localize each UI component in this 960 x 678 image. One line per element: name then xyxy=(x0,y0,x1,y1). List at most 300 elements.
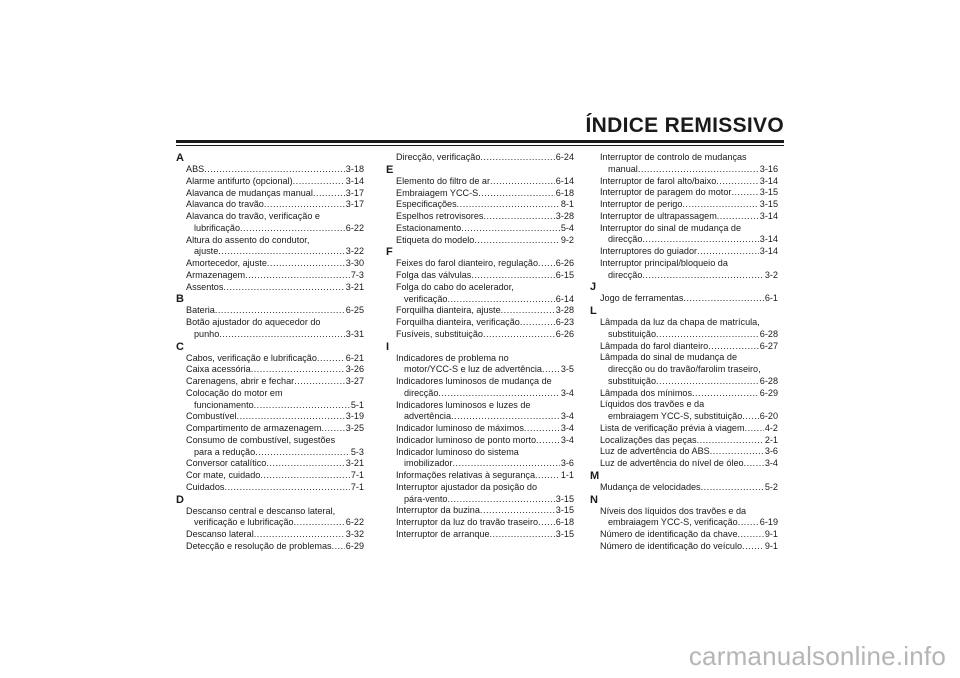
index-leader-dots xyxy=(264,199,345,211)
index-leader-dots xyxy=(638,164,759,176)
index-entry-text: Informações relativas à segurança xyxy=(396,470,536,480)
index-entry xyxy=(186,411,364,423)
index-entry xyxy=(396,517,574,529)
index-leader-dots xyxy=(266,458,344,470)
index-entry xyxy=(396,270,574,282)
index-leader-dots xyxy=(474,235,559,247)
index-leader-dots xyxy=(682,199,758,211)
index-leader-dots xyxy=(717,211,759,223)
index-entry xyxy=(396,152,574,164)
index-entry xyxy=(186,164,364,176)
index-entry xyxy=(186,317,364,329)
index-leader-dots xyxy=(478,188,555,200)
index-leader-dots xyxy=(710,446,764,458)
index-entry-text: Número de identificação do veículo xyxy=(600,540,743,551)
index-entry-text: Interruptores do guiador xyxy=(600,246,698,256)
index-page-number: 6-21 xyxy=(345,352,364,363)
index-entry xyxy=(608,234,778,246)
index-entry xyxy=(396,258,574,270)
index-entry-text: Alavanca do travão xyxy=(186,199,264,210)
index-entry-text: Alarme antifurto (opcional) xyxy=(186,175,293,186)
index-page-number: 3-15 xyxy=(555,493,574,504)
index-entry-text: Combustível xyxy=(186,411,237,422)
index-page-number: 7-3 xyxy=(350,269,364,280)
index-page-number: 3-21 xyxy=(345,281,364,292)
index-leader-dots xyxy=(293,176,345,188)
index-entry-text: substituição xyxy=(608,375,657,386)
index-leader-dots xyxy=(501,305,555,317)
index-entry xyxy=(608,376,778,388)
index-entry-text: Líquidos dos travões e da xyxy=(600,399,705,410)
index-leader-dots xyxy=(731,187,758,199)
index-leader-dots xyxy=(742,411,759,423)
index-page-number: 9-2 xyxy=(560,234,574,245)
index-entry-text: Interruptor principal/bloqueio da xyxy=(600,257,728,268)
index-leader-dots xyxy=(461,223,560,235)
index-leader-dots xyxy=(536,435,560,447)
index-entry-text: Carenagens, abrir e fechar xyxy=(186,376,295,386)
index-entry-text: Folga das válvulas xyxy=(396,270,472,280)
index-entry-text: Descanso lateral xyxy=(186,529,254,539)
index-entry-text: Conversor catalítico xyxy=(186,458,267,469)
index-leader-dots xyxy=(542,364,560,376)
index-letter-heading: B xyxy=(176,293,184,306)
index-entry xyxy=(396,470,574,482)
index-page-number: 3-22 xyxy=(345,246,364,257)
index-column-3 xyxy=(590,152,778,553)
index-leader-dots xyxy=(697,435,764,447)
index-entry-text: Alavanca do travão, verificação e xyxy=(186,211,320,221)
index-entry-text: Interruptor da luz do travão traseiro xyxy=(396,517,539,527)
index-entry xyxy=(404,458,574,470)
index-entry xyxy=(600,258,778,270)
index-entry xyxy=(600,293,778,305)
index-entry-text: Cuidados xyxy=(186,481,225,492)
index-entry xyxy=(600,246,778,258)
index-entry xyxy=(396,235,574,247)
index-leader-dots xyxy=(738,529,764,541)
index-page-number: 3-2 xyxy=(764,269,778,280)
index-entry xyxy=(600,435,778,447)
index-page-number: 3-6 xyxy=(764,446,778,457)
index-letter-heading: J xyxy=(590,281,597,294)
index-page-number: 3-30 xyxy=(345,258,364,268)
index-entry-text: ajuste xyxy=(194,246,219,257)
index-letter-heading: A xyxy=(176,152,184,164)
index-entry xyxy=(186,482,364,494)
index-entry xyxy=(404,411,574,423)
index-page-number: 6-20 xyxy=(759,411,778,421)
index-page-number: 4-2 xyxy=(764,422,778,433)
index-entry xyxy=(186,282,364,294)
index-leader-dots xyxy=(447,294,554,306)
index-page-number: 6-22 xyxy=(345,222,364,233)
index-leader-dots xyxy=(745,423,764,435)
index-entry-text: Forquilha dianteira, verificação xyxy=(396,317,520,327)
index-entry-text: Número de identificação da chave xyxy=(600,529,738,539)
index-entry xyxy=(600,317,778,329)
index-entry-text: direcção xyxy=(404,387,439,398)
index-page-number: 3-26 xyxy=(345,364,364,375)
index-entry xyxy=(396,435,574,447)
index-entry xyxy=(608,270,778,282)
index-entry-text: para a redução xyxy=(194,446,256,457)
index-entry-text: Lâmpada da luz da chapa de matrícula, xyxy=(600,317,760,327)
index-page-number: 3-4 xyxy=(560,423,574,433)
index-entry-text: Feixes do farol dianteiro, regulação xyxy=(396,258,539,269)
index-entry xyxy=(404,388,574,400)
index-entry-text: Etiqueta do modelo xyxy=(396,234,475,245)
index-entry-text: funcionamento xyxy=(194,399,254,410)
index-entry-text: Interruptor de controlo de mudanças xyxy=(600,152,747,162)
index-entry-text: Lista de verificação prévia à viagem xyxy=(600,422,745,433)
index-page-number: 3-4 xyxy=(764,458,778,468)
index-entry-text: Cor mate, cuidado xyxy=(186,470,261,480)
index-leader-dots xyxy=(251,364,345,376)
index-page-number: 3-16 xyxy=(759,163,778,174)
index-entry-text: Armazenagem xyxy=(186,269,246,280)
index-page-number: 6-18 xyxy=(555,187,574,198)
index-leader-dots xyxy=(240,223,345,235)
index-leader-dots xyxy=(218,246,345,258)
index-leader-dots xyxy=(224,482,349,494)
index-entry-text: direcção ou do travão/farolim traseiro, xyxy=(608,364,761,374)
index-entry xyxy=(396,223,574,235)
index-entry-text: Lâmpada dos mínimos xyxy=(600,387,692,398)
index-entry-text: Estacionamento xyxy=(396,222,462,233)
index-entry-text: substituição xyxy=(608,328,657,339)
index-entry-text: Indicadores luminosos e luzes de xyxy=(396,399,531,410)
index-page-number: 3-31 xyxy=(345,328,364,339)
index-page-number: 3-15 xyxy=(759,199,778,209)
index-entry xyxy=(186,388,364,400)
index-leader-dots xyxy=(215,305,345,317)
index-leader-dots xyxy=(255,447,350,459)
index-entry xyxy=(186,211,364,223)
index-entry xyxy=(600,482,778,494)
index-page-number: 3-14 xyxy=(759,246,778,256)
index-entry-text: embraiagem YCC-S, verificação xyxy=(608,517,738,528)
index-entry-text: Jogo de ferramentas xyxy=(600,293,684,304)
index-leader-dots xyxy=(321,423,344,435)
index-page-number: 7-1 xyxy=(350,470,364,480)
index-page-number: 3-14 xyxy=(759,210,778,221)
index-entry xyxy=(608,164,778,176)
index-entry-text: Interruptor de ultrapassagem xyxy=(600,210,717,221)
index-entry-text: Interruptor de paragem do motor xyxy=(600,187,732,198)
index-entry-text: verificação e lubrificação xyxy=(194,517,294,528)
index-entry-text: Níveis dos líquidos dos travões e da xyxy=(600,505,747,516)
index-page-number: 3-6 xyxy=(560,458,574,469)
index-page-number: 6-28 xyxy=(759,375,778,386)
index-leader-dots xyxy=(294,517,345,529)
index-entry xyxy=(396,317,574,329)
index-page-number: 3-5 xyxy=(560,364,574,375)
index-entry xyxy=(194,246,364,258)
index-entry-text: Indicador luminoso de máximos xyxy=(396,423,524,433)
index-leader-dots xyxy=(738,517,759,529)
index-entry xyxy=(600,399,778,411)
index-page-number: 3-21 xyxy=(345,458,364,469)
index-entry-text: Lâmpada do farol dianteiro xyxy=(600,340,709,351)
index-leader-dots xyxy=(490,529,555,541)
index-entry xyxy=(600,352,778,364)
index-entry-text: Indicadores de problema no xyxy=(396,352,509,363)
index-page-number: 3-28 xyxy=(555,211,574,221)
index-leader-dots xyxy=(254,400,350,412)
page-title: ÍNDICE REMISSIVO xyxy=(585,114,784,137)
index-entry xyxy=(194,517,364,529)
index-entry xyxy=(396,353,574,365)
index-page-number: 2-1 xyxy=(764,434,778,445)
index-entry xyxy=(396,211,574,223)
index-entry-text: pára-vento xyxy=(404,493,448,504)
index-entry xyxy=(186,506,364,518)
index-page-number: 6-26 xyxy=(555,258,574,269)
index-entry xyxy=(600,458,778,470)
index-page-number: 6-14 xyxy=(555,293,574,304)
index-entry xyxy=(404,364,574,376)
index-letter-heading: L xyxy=(590,305,597,317)
index-leader-dots xyxy=(237,411,345,423)
index-leader-dots xyxy=(490,176,555,188)
index-entry-text: Alavanca de mudanças manual xyxy=(186,187,313,198)
index-entry xyxy=(600,199,778,211)
index-entry xyxy=(396,529,574,541)
index-leader-dots xyxy=(538,258,555,270)
index-entry xyxy=(186,470,364,482)
index-entry-text: punho xyxy=(194,328,220,339)
index-page-number: 3-4 xyxy=(560,434,574,445)
index-page-number: 5-1 xyxy=(350,399,364,410)
index-entry xyxy=(396,400,574,412)
index-entry xyxy=(396,447,574,459)
index-leader-dots xyxy=(223,282,344,294)
index-leader-dots xyxy=(642,270,763,282)
index-leader-dots xyxy=(656,376,759,388)
title-rule-thin xyxy=(176,145,784,146)
index-entry-text: advertência xyxy=(404,411,452,422)
index-page-number: 3-15 xyxy=(555,528,574,539)
index-entry-text: Mudança de velocidades xyxy=(600,481,701,492)
index-entry-text: Folga do cabo do acelerador, xyxy=(396,281,514,292)
index-page-number: 6-14 xyxy=(555,175,574,186)
index-entry xyxy=(396,329,574,341)
index-leader-dots xyxy=(219,329,345,341)
index-leader-dots xyxy=(332,541,345,553)
index-entry xyxy=(600,152,778,164)
index-page-number: 6-18 xyxy=(555,517,574,527)
index-page-number: 3-4 xyxy=(560,411,574,422)
index-entry xyxy=(186,541,364,553)
index-letter-heading: C xyxy=(176,340,184,353)
index-entry xyxy=(600,388,778,400)
index-leader-dots xyxy=(538,517,555,529)
index-entry-text: embraiagem YCC-S, substituição xyxy=(608,411,743,421)
index-entry-text: Colocação do motor em xyxy=(186,387,283,398)
index-entry xyxy=(186,199,364,211)
index-page-number: 3-18 xyxy=(345,164,364,174)
index-leader-dots xyxy=(451,411,560,423)
index-entry-text: Elemento do filtro de ar xyxy=(396,175,491,186)
index-entry-text: Interruptor de arranque xyxy=(396,528,490,539)
index-entry xyxy=(396,199,574,211)
index-page-number: 7-1 xyxy=(350,481,364,492)
index-leader-dots xyxy=(245,270,350,282)
index-leader-dots xyxy=(260,470,350,482)
index-page-number: 6-24 xyxy=(555,152,574,162)
index-entry xyxy=(404,494,574,506)
index-leader-dots xyxy=(701,482,764,494)
index-entry xyxy=(396,176,574,188)
index-leader-dots xyxy=(453,458,560,470)
index-entry xyxy=(194,447,364,459)
index-letter-heading: D xyxy=(176,493,184,506)
index-entry xyxy=(600,176,778,188)
index-entry xyxy=(600,187,778,199)
index-page-number: 8-1 xyxy=(560,199,574,210)
index-entry-text: Botão ajustador do aquecedor do xyxy=(186,317,321,327)
index-page-number: 3-15 xyxy=(759,187,778,198)
index-leader-dots xyxy=(483,211,554,223)
index-entry-text: Localizações das peças xyxy=(600,434,697,445)
index-entry xyxy=(186,270,364,282)
index-page-number: 6-29 xyxy=(345,540,364,551)
index-leader-dots xyxy=(447,494,554,506)
index-entry xyxy=(600,446,778,458)
index-leader-dots xyxy=(471,270,554,282)
index-entry-text: Lâmpada do sinal de mudança de xyxy=(600,352,738,363)
index-column-1 xyxy=(176,152,364,553)
index-leader-dots xyxy=(483,329,555,341)
index-entry-text: Indicadores luminosos de mudança de xyxy=(396,376,552,386)
index-leader-dots xyxy=(480,505,555,517)
index-entry xyxy=(396,188,574,200)
index-page-number: 3-25 xyxy=(345,423,364,433)
index-entry xyxy=(186,435,364,447)
index-entry xyxy=(608,411,778,423)
index-entry xyxy=(186,305,364,317)
index-entry xyxy=(186,423,364,435)
index-leader-dots xyxy=(656,329,759,341)
index-entry xyxy=(396,282,574,294)
index-page-number: 3-15 xyxy=(555,505,574,516)
index-entry-text: Espelhos retrovisores xyxy=(396,211,484,221)
index-entry-text: Interruptor do sinal de mudança de xyxy=(600,222,742,233)
index-page-number: 3-28 xyxy=(555,305,574,316)
index-entry-text: Cabos, verificação e lubrificação xyxy=(186,352,317,363)
index-entry-text: Bateria xyxy=(186,305,215,316)
index-page-number: 9-1 xyxy=(764,540,778,551)
index-leader-dots xyxy=(313,188,345,200)
index-entry xyxy=(600,223,778,235)
index-entry-text: Compartimento de armazenagem xyxy=(186,423,322,433)
index-entry-text: Direcção, verificação xyxy=(396,152,481,162)
index-entry xyxy=(186,376,364,388)
index-entry xyxy=(396,505,574,517)
index-page-number: 6-15 xyxy=(555,270,574,280)
index-leader-dots xyxy=(204,164,345,176)
index-leader-dots xyxy=(294,376,345,388)
index-letter-heading: N xyxy=(590,493,598,506)
index-letter-heading: F xyxy=(386,246,393,259)
index-entry-text: Interruptor de perigo xyxy=(600,199,683,209)
index-entry xyxy=(600,211,778,223)
index-leader-dots xyxy=(716,176,759,188)
index-entry xyxy=(396,423,574,435)
index-entry-text: Indicador luminoso de ponto morto xyxy=(396,434,537,445)
index-entry-text: Descanso central e descanso lateral, xyxy=(186,505,336,516)
index-page-number: 6-27 xyxy=(759,340,778,351)
index-column-2 xyxy=(386,152,574,541)
index-leader-dots xyxy=(317,353,345,365)
index-entry-text: Embraiagem YCC-S xyxy=(396,187,479,198)
index-entry-text: imobilizador xyxy=(404,458,453,469)
index-entry-text: manual xyxy=(608,163,638,174)
index-page-number: 5-3 xyxy=(350,446,364,457)
index-page-number: 6-26 xyxy=(555,328,574,339)
index-entry xyxy=(186,176,364,188)
index-entry-text: Fusíveis, substituição xyxy=(396,328,483,339)
index-page-number: 3-14 xyxy=(759,175,778,186)
index-letter-heading: M xyxy=(590,469,600,482)
index-entry xyxy=(404,294,574,306)
index-page-number: 3-27 xyxy=(345,376,364,386)
index-entry-text: Assentos xyxy=(186,281,224,292)
index-entry-text: motor/YCC-S e luz de advertência xyxy=(404,364,542,375)
index-page-number: 6-19 xyxy=(759,517,778,528)
index-leader-dots xyxy=(254,529,345,541)
index-page-number: 5-2 xyxy=(764,481,778,492)
title-rule-thick xyxy=(176,140,784,143)
index-leader-dots xyxy=(520,317,555,329)
watermark: carmanualsonline.info xyxy=(688,641,946,671)
index-page-number: 6-28 xyxy=(759,328,778,339)
index-leader-dots xyxy=(457,199,560,211)
index-entry xyxy=(608,364,778,376)
index-letter-heading: E xyxy=(386,163,394,176)
index-entry-text: Detecção e resolução de problemas xyxy=(186,540,332,551)
index-letter-heading: I xyxy=(386,340,390,353)
index-leader-dots xyxy=(480,152,554,164)
index-entry-text: ABS xyxy=(186,164,205,174)
index-page-number: 6-1 xyxy=(764,293,778,304)
index-page-number: 5-4 xyxy=(560,222,574,233)
index-entry xyxy=(194,223,364,235)
index-leader-dots xyxy=(683,293,763,305)
index-entry-text: direcção xyxy=(608,269,643,280)
index-page-number: 6-22 xyxy=(345,517,364,528)
index-entry xyxy=(186,235,364,247)
index-page-number: 6-23 xyxy=(555,317,574,327)
index-entry-text: verificação xyxy=(404,293,448,304)
index-page-number: 3-19 xyxy=(345,411,364,422)
index-entry-text: lubrificação xyxy=(194,222,240,233)
index-entry-text: direcção xyxy=(608,234,643,245)
index-entry xyxy=(186,258,364,270)
index-entry xyxy=(600,341,778,353)
index-page-number: 3-14 xyxy=(759,234,778,245)
index-entry-text: Amortecedor, ajuste xyxy=(186,258,267,268)
index-leader-dots xyxy=(535,470,560,482)
index-entry xyxy=(396,305,574,317)
index-entry xyxy=(600,541,778,553)
index-entry-text: Interruptor de farol alto/baixo xyxy=(600,175,717,186)
index-entry xyxy=(608,517,778,529)
index-page-number: 3-32 xyxy=(345,529,364,539)
index-entry xyxy=(600,506,778,518)
index-entry xyxy=(194,400,364,412)
